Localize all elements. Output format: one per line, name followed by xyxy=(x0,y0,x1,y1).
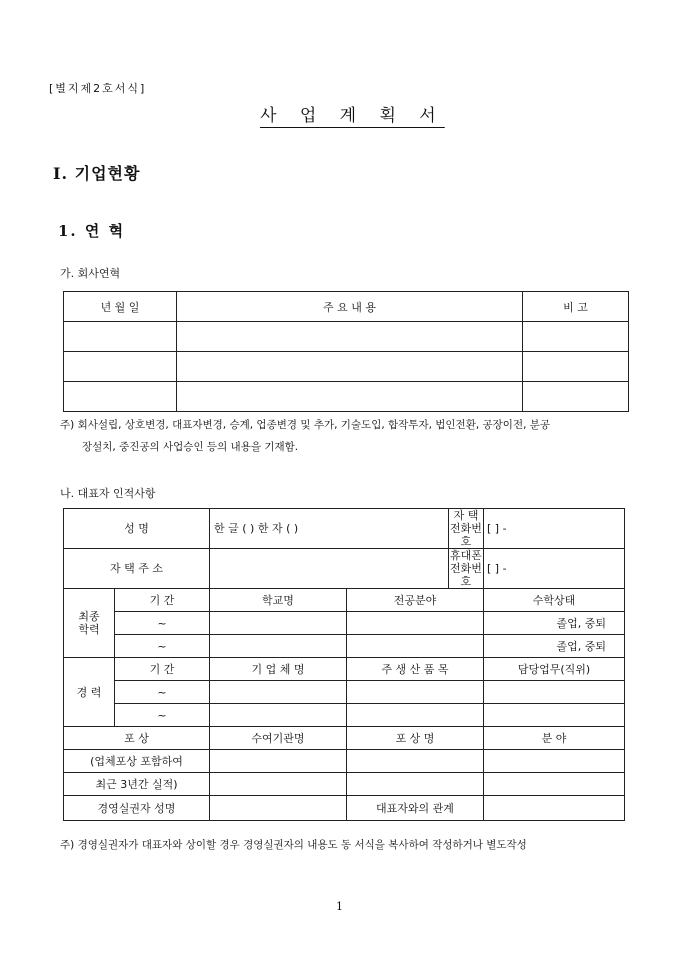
company-history-label: 가. 회사연혁 xyxy=(60,267,121,280)
major-cell[interactable] xyxy=(347,635,484,658)
school-cell[interactable] xyxy=(210,635,347,658)
period-cell[interactable]: ~ xyxy=(115,635,210,658)
content-cell[interactable] xyxy=(177,382,523,412)
manager-name-field[interactable] xyxy=(210,796,347,821)
name-field[interactable]: 한 글 ( ) 한 자 ( ) xyxy=(210,509,449,549)
award-label-line-3: 최근 3년간 실적) xyxy=(64,773,210,796)
manager-name-label: 경영실권자 성명 xyxy=(64,796,210,821)
relation-field[interactable] xyxy=(484,796,625,821)
period-header: 기 간 xyxy=(115,589,210,612)
representative-table xyxy=(63,508,625,821)
date-header: 년 월 일 xyxy=(64,292,177,322)
company-cell[interactable] xyxy=(210,681,347,704)
period-cell[interactable]: ~ xyxy=(115,612,210,635)
school-header: 학교명 xyxy=(210,589,347,612)
table-header-row xyxy=(64,292,629,322)
school-cell[interactable] xyxy=(210,612,347,635)
mobile-label xyxy=(449,549,484,589)
remarks-cell[interactable] xyxy=(523,382,629,412)
table-row xyxy=(64,382,629,412)
period-cell[interactable]: ~ xyxy=(115,704,210,727)
representative-info-label: 나. 대표자 인적사항 xyxy=(60,487,156,500)
education-label xyxy=(64,589,115,658)
company-cell[interactable] xyxy=(210,704,347,727)
award-org-header: 수여기관명 xyxy=(210,727,347,750)
award-name-header: 포 상 명 xyxy=(347,727,484,750)
subsection-heading: 1. 연 혁 xyxy=(58,222,126,240)
section-heading: I. 기업현황 xyxy=(53,164,141,183)
date-cell[interactable] xyxy=(64,322,177,352)
representative-note: 주) 경영실권자가 대표자와 상이할 경우 경영실권자의 내용도 동 서식을 복사하여 작성하거나 별도작성 xyxy=(60,839,527,851)
duty-cell[interactable] xyxy=(484,681,625,704)
main-product-header: 주 생 산 품 목 xyxy=(347,658,484,681)
mobile-phone-field[interactable]: [ ] - xyxy=(484,549,625,589)
mobile-label-line-1: 휴대폰 xyxy=(450,549,482,562)
address-label: 자 택 주 소 xyxy=(64,549,210,589)
date-cell[interactable] xyxy=(64,352,177,382)
mobile-label-line-2: 전화번호 xyxy=(450,562,482,588)
relation-label: 대표자와의 관계 xyxy=(347,796,484,821)
education-label-line-2: 학력 xyxy=(78,623,100,636)
period-cell[interactable]: ~ xyxy=(115,681,210,704)
study-status-header: 수학상태 xyxy=(484,589,625,612)
home-phone-field[interactable]: [ ] - xyxy=(484,509,625,549)
content-cell[interactable] xyxy=(177,322,523,352)
award-name-cell[interactable] xyxy=(347,773,484,796)
duty-cell[interactable] xyxy=(484,704,625,727)
career-label: 경 력 xyxy=(64,658,115,727)
company-header: 기 업 체 명 xyxy=(210,658,347,681)
page-number: 1 xyxy=(336,900,343,913)
home-phone-label-line-2: 전화번호 xyxy=(450,522,482,548)
award-org-cell[interactable] xyxy=(210,750,347,773)
product-cell[interactable] xyxy=(347,681,484,704)
award-name-cell[interactable] xyxy=(347,750,484,773)
history-note-line-2: 장설치, 중진공의 사업승인 등의 내용을 기재함. xyxy=(82,441,299,453)
duty-header: 담당업무(직위) xyxy=(484,658,625,681)
period-header: 기 간 xyxy=(115,658,210,681)
remarks-cell[interactable] xyxy=(523,322,629,352)
education-label-line-1: 최종 xyxy=(78,610,100,623)
content-header: 주 요 내 용 xyxy=(177,292,523,322)
history-note-line-1: 주) 회사설립, 상호변경, 대표자변경, 승계, 업종변경 및 추가, 기술도입, 합작투자, 법인전환, 공장이전, 분공 xyxy=(60,419,551,431)
address-field[interactable] xyxy=(210,549,449,589)
award-org-cell[interactable] xyxy=(210,773,347,796)
table-row xyxy=(64,352,629,382)
award-field-cell[interactable] xyxy=(484,750,625,773)
table-row xyxy=(64,322,629,352)
award-label-line-2: (업체포상 포함하여 xyxy=(64,750,210,773)
award-field-header: 분 야 xyxy=(484,727,625,750)
award-label: 포 상 xyxy=(64,727,210,750)
award-field-cell[interactable] xyxy=(484,773,625,796)
date-cell[interactable] xyxy=(64,382,177,412)
major-cell[interactable] xyxy=(347,612,484,635)
form-label: [별지제2호서식] xyxy=(49,82,147,95)
major-header: 전공분야 xyxy=(347,589,484,612)
home-phone-label xyxy=(449,509,484,549)
product-cell[interactable] xyxy=(347,704,484,727)
remarks-header: 비 고 xyxy=(523,292,629,322)
home-phone-label-line-1: 자 택 xyxy=(453,509,479,522)
status-cell[interactable]: 졸업, 중퇴 xyxy=(484,612,625,635)
remarks-cell[interactable] xyxy=(523,352,629,382)
name-label: 성 명 xyxy=(64,509,210,549)
company-history-table xyxy=(63,291,629,412)
status-cell[interactable]: 졸업, 중퇴 xyxy=(484,635,625,658)
document-title: 사 업 계 획 서 xyxy=(260,106,445,126)
content-cell[interactable] xyxy=(177,352,523,382)
